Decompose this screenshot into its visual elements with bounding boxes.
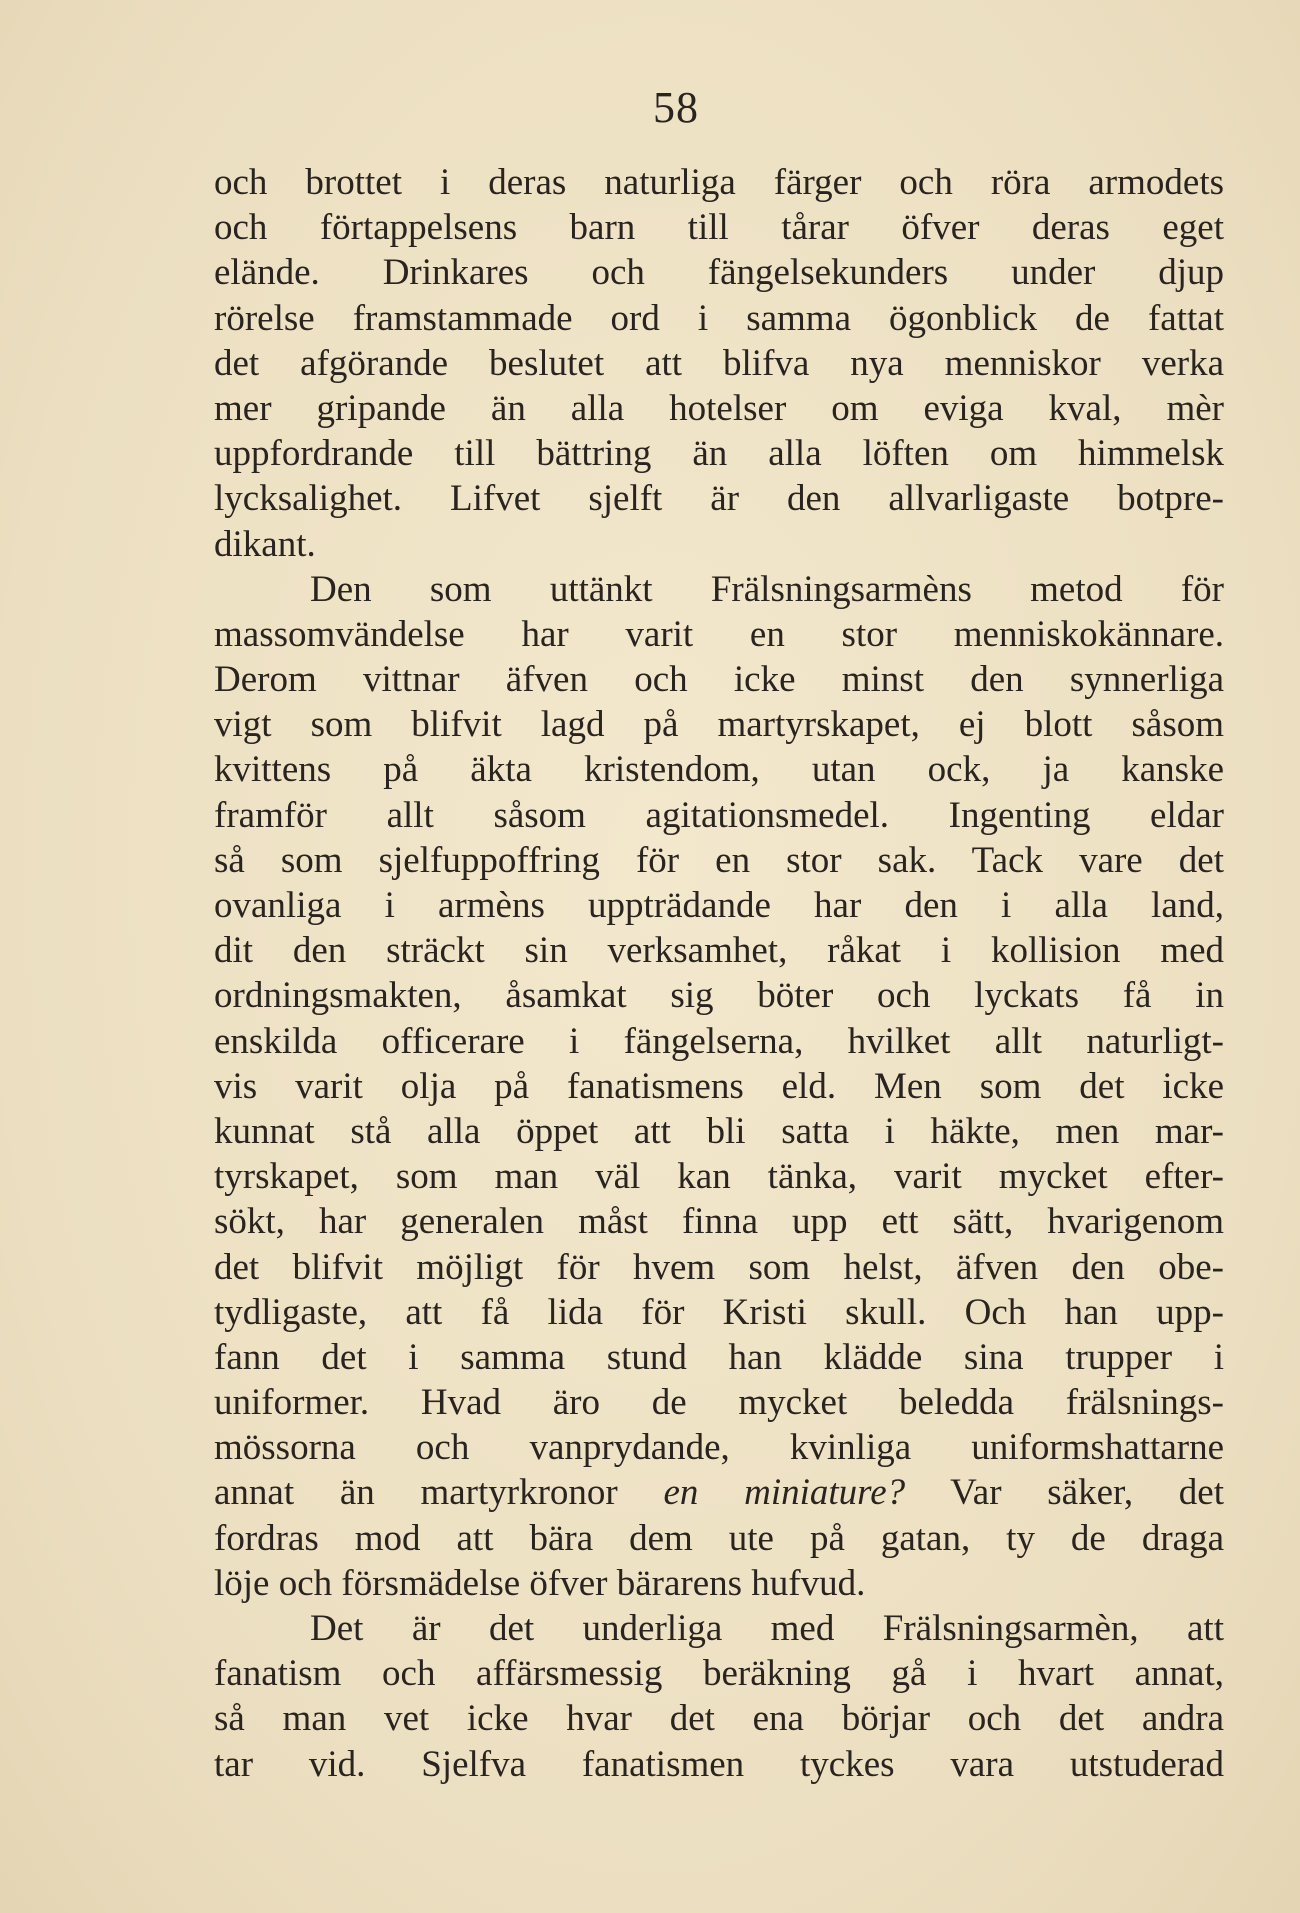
text-line: fordras mod att bära dem ute på gatan, ty de draga [214, 1517, 1224, 1559]
text-line: fanatism och affärsmessig beräkning gå i hvart annat, [214, 1653, 1224, 1695]
text-line: ordningsmakten, åsamkat sig böter och lyckats få in [214, 975, 1224, 1017]
text-span: annat än martyrkronor [214, 1472, 664, 1514]
text-line: enskilda officerare i fängelserna, hvilket allt naturligt- [214, 1020, 1224, 1062]
text-line: uppfordrande till bättring än alla löften om himmelsk [214, 433, 1224, 475]
text-line: Den som uttänkt Frälsningsarmèns metod för [310, 568, 1224, 610]
text-line: Det är det underliga med Frälsningsarmèn, att [310, 1608, 1224, 1649]
italic-phrase: en miniature? [663, 1472, 906, 1514]
paragraph-1 [214, 160, 1224, 567]
text-line: uniformer. Hvad äro de mycket beledda frälsnings- [214, 1382, 1224, 1424]
text-line: vigt som blifvit lagd på martyrskapet, ej blott såsom [214, 704, 1224, 746]
text-line: lycksalighet. Lifvet sjelft är den allvarligaste botpre- [214, 478, 1224, 520]
text-line: mer gripande än alla hotelser om eviga kval, mèr [214, 387, 1224, 429]
paragraph-3 [214, 1606, 1224, 1787]
text-span: Var säker, det [905, 1472, 1224, 1514]
text-line: kvittens på äkta kristendom, utan ock, ja kanske [214, 749, 1224, 791]
text-line: massomvändelse har varit en stor menniskokännare. [214, 613, 1224, 655]
text-line: rörelse framstammade ord i samma ögonblick de fattat [214, 297, 1224, 339]
text-line: sökt, har generalen måst finna upp ett sätt, hvarigenom [214, 1201, 1224, 1243]
page-number: 58 [653, 83, 699, 132]
text-line: Derom vittnar äfven och icke minst den synnerliga [214, 659, 1224, 701]
text-line: det blifvit möjligt för hvem som helst, äfven den obe- [214, 1246, 1224, 1288]
text-line: dikant. [214, 523, 316, 565]
text-line: vis varit olja på fanatismens eld. Men som det icke [214, 1065, 1224, 1107]
text-line: framför allt såsom agitationsmedel. Ingenting eldar [214, 794, 1224, 836]
text-line: tydligaste, att få lida för Kristi skull. Och han upp- [214, 1291, 1224, 1333]
text-line: löje och försmädelse öfver bärarens hufvud. [214, 1562, 866, 1604]
text-line: det afgörande beslutet att blifva nya menniskor verka [214, 342, 1224, 384]
text-line: så man vet icke hvar det ena börjar och det andra [214, 1698, 1224, 1740]
text-line: och förtappelsens barn till tårar öfver deras eget [214, 207, 1224, 249]
body-text [214, 160, 1224, 1787]
text-line: ovanliga i armèns uppträdande har den i alla land, [214, 885, 1224, 926]
text-line: tar vid. Sjelfva fanatismen tyckes vara utstuderad [214, 1743, 1224, 1785]
text-line: och brottet i deras naturliga färger och röra armodets [214, 162, 1224, 203]
text-line: mössorna och vanprydande, kvinliga uniformshattarne [214, 1427, 1224, 1469]
text-line: så som sjelfuppoffring för en stor sak. Tack vare det [214, 839, 1224, 881]
text-line: dit den sträckt sin verksamhet, råkat i kollision med [214, 930, 1224, 972]
text-line: elände. Drinkares och fängelsekunders under djup [214, 252, 1224, 294]
text-line: tyrskapet, som man väl kan tänka, varit mycket efter- [214, 1156, 1224, 1198]
text-line: fann det i samma stund han klädde sina trupper i [214, 1336, 1224, 1378]
text-line: kunnat stå alla öppet att bli satta i häkte, men mar- [214, 1110, 1224, 1152]
paragraph-2 [214, 567, 1224, 1606]
text-line-mixed [214, 1470, 1224, 1515]
